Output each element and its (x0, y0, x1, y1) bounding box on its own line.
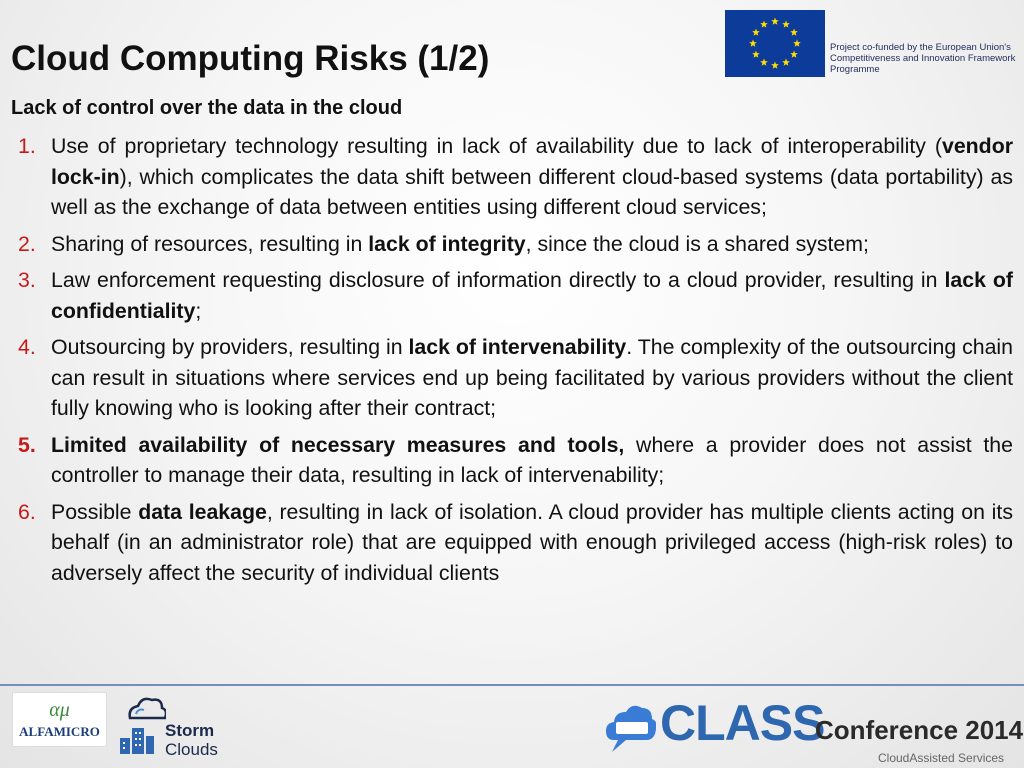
risk-emphasis: vendor lock-in (51, 134, 1013, 189)
alfamicro-name: ALFAMICRO (19, 724, 100, 739)
risk-item (0, 497, 1013, 589)
risk-text: , since the cloud is a shared system; (525, 231, 869, 256)
eu-star-icon (749, 40, 757, 47)
alfamicro-symbol: αμ (49, 699, 70, 721)
risk-number: 2. (18, 231, 36, 256)
eu-star-icon (790, 51, 798, 58)
risk-text: Outsourcing by providers, resulting in (51, 335, 409, 359)
risk-emphasis: Limited availability of necessary measures and tools, (51, 432, 625, 457)
risk-text: Law enforcement requesting disclosure of information directly to a cloud provider, resulting in (51, 268, 945, 292)
eu-star-icon (793, 40, 801, 47)
storm-clouds-wordmark (165, 721, 218, 759)
risk-number: 4. (18, 335, 36, 359)
eu-star-icon (760, 20, 768, 27)
eu-caption-line: Competitiveness and Innovation Framework (830, 53, 1016, 64)
risk-item (0, 229, 1013, 260)
risk-number: 5. (18, 432, 36, 457)
risk-emphasis: lack of confidentiality (51, 268, 1014, 323)
risk-list (0, 131, 1013, 594)
risk-text: , resulting in lack of isolation. A cloud provider has multiple clients acting on its behalf (in an administrator role) that are equipped with enough privileged access (high-risk roles) to adversely affect the security of individual clients (51, 499, 1013, 585)
eu-star-icon (790, 29, 798, 36)
risk-text: . The complexity of the outsourcing chain can result in situations where services end up being facilitated by various providers without the client fully knowing who is looking after their contract; (51, 335, 1014, 420)
risk-text: Use of proprietary technology resulting in lack of availability due to lack of interoperability ( (51, 134, 942, 158)
risk-item (0, 430, 1013, 491)
storm-label: Storm (165, 721, 215, 740)
eu-funding-caption (830, 42, 1024, 75)
eu-star-icon (782, 59, 790, 66)
risk-text: ), which complicates the data shift between different cloud-based systems (data portability) as well as the exchange of data between entities using different cloud services; (51, 164, 1013, 219)
footer-divider (0, 684, 1024, 686)
risk-emphasis: data leakage (138, 499, 267, 524)
risk-text: where a provider does not assist the controller to manage their data, resulting in lack of intervenability; (51, 432, 1013, 487)
risk-number: 3. (18, 268, 36, 292)
risk-item (0, 131, 1013, 223)
risk-text: Possible (51, 499, 139, 524)
storm-clouds-icon (116, 692, 166, 765)
risk-emphasis: lack of integrity (368, 231, 526, 256)
class-cloud-icon (606, 700, 656, 759)
risk-text: Sharing of resources, resulting in (51, 231, 369, 256)
alfamicro-logo (12, 692, 107, 747)
eu-star-icon (771, 62, 779, 69)
risk-number: 6. (18, 499, 36, 524)
eu-star-icon (752, 29, 760, 36)
eu-star-icon (771, 18, 779, 25)
class-wordmark: CLASS (660, 695, 825, 751)
risk-number: 1. (18, 134, 36, 158)
tagline: CloudAssisted Services (878, 751, 1005, 765)
risk-item (0, 265, 1013, 326)
risk-emphasis: lack of intervenability (408, 335, 627, 359)
eu-caption-line: Programme (830, 64, 880, 75)
eu-star-icon (752, 51, 760, 58)
eu-star-icon (760, 59, 768, 66)
eu-flag-icon (725, 10, 825, 77)
eu-star-icon (782, 20, 790, 27)
clouds-label: Clouds (165, 740, 218, 759)
slide-title: Cloud Computing Risks (1/2) (11, 39, 490, 78)
risk-text: ; (195, 298, 202, 323)
eu-caption-line: Project co-funded by the European Union's (830, 42, 1011, 53)
risk-item (0, 332, 1013, 424)
conference-label: Conference 2014 (815, 715, 1024, 745)
slide-subtitle: Lack of control over the data in the cloud (11, 97, 403, 119)
